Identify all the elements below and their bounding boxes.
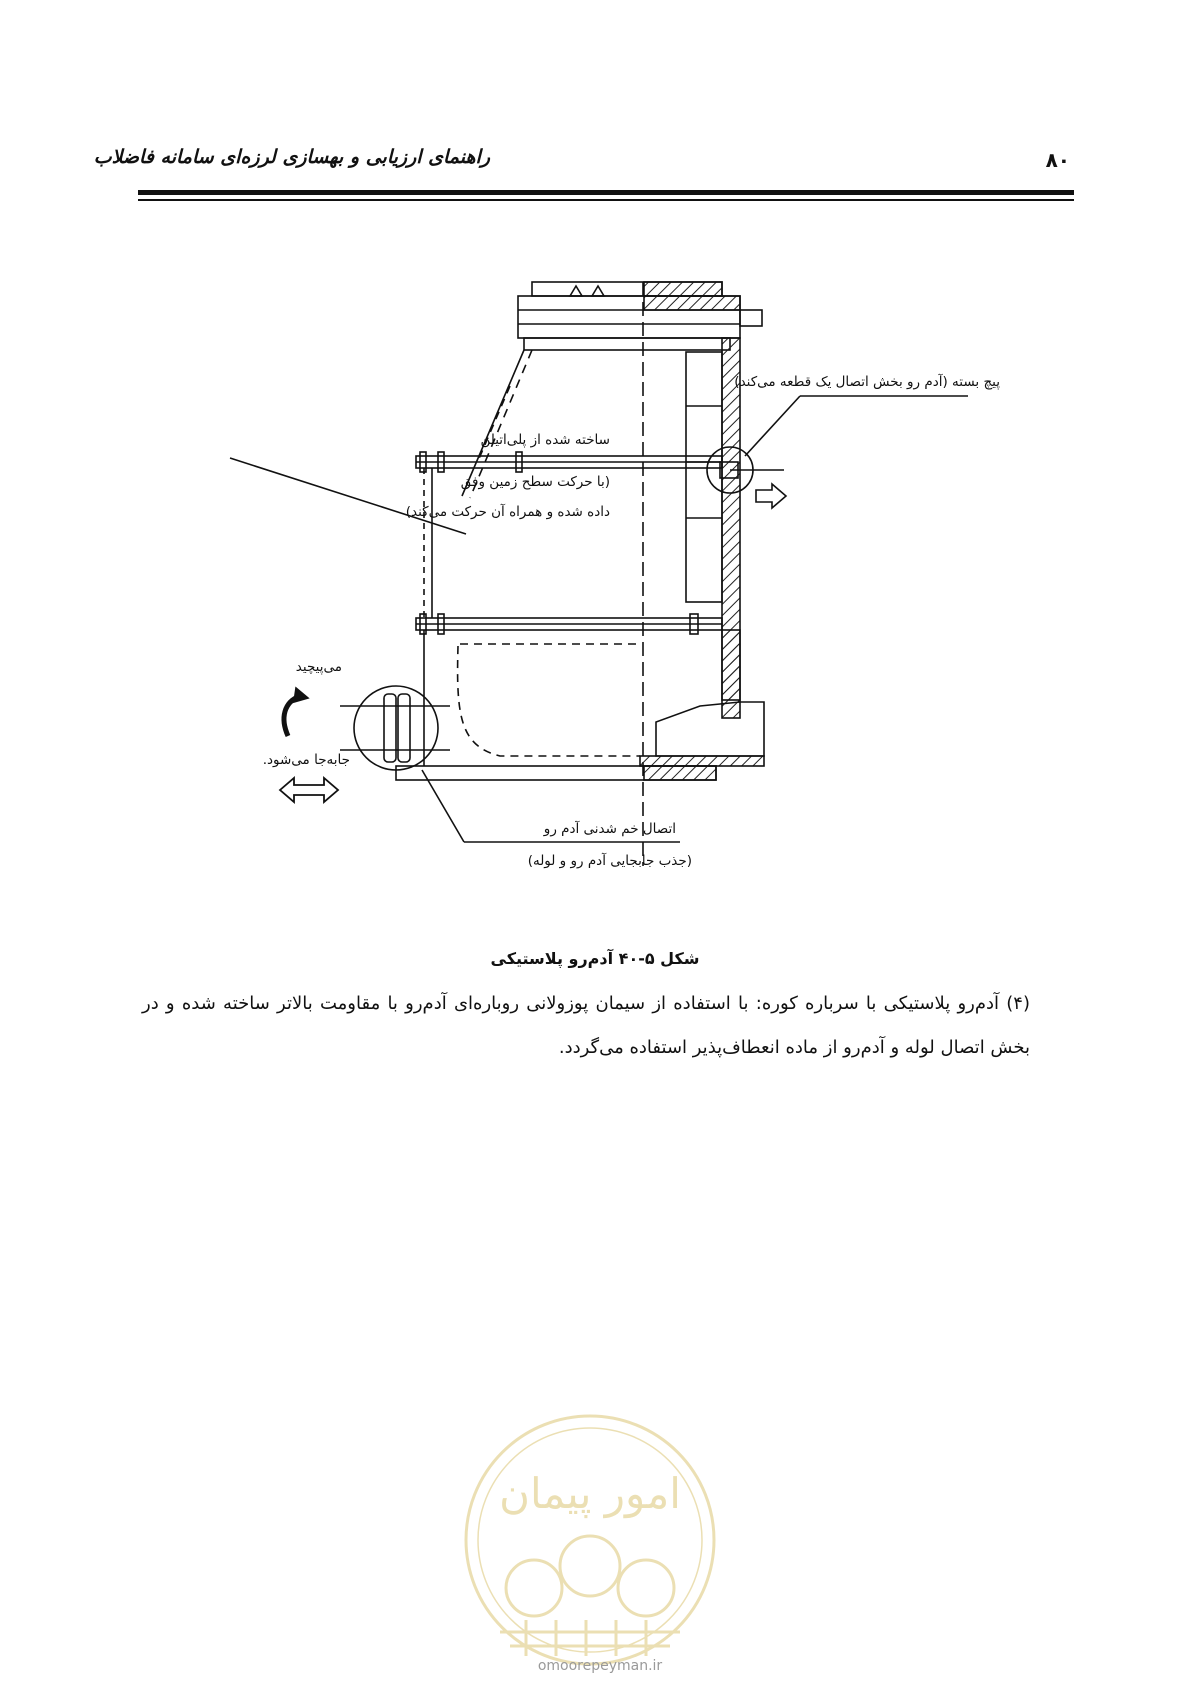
header-rule-thin — [138, 199, 1074, 201]
label-material-cont: (با حرکت سطح زمین وفق — [460, 474, 610, 490]
figure-caption: شکل ۵-۴۰ آدم‌رو پلاستیکی — [490, 949, 700, 968]
manhole-drawing — [200, 266, 1040, 906]
running-header-title: راهنمای ارزیابی و بهسازی لرزه‌ای سامانه فاضلاب — [93, 146, 490, 168]
body-paragraph: (۴) آدم‌رو پلاستیکی با سرباره کوره: با استفاده از سیمان پوزولانی روباره‌ای آدم‌رو با مقاومت بالاتر ساخته شده و در بخش اتصال لوله و آدم‌رو از ماده انعطاف‌پذیر استفاده می‌گردد. — [142, 993, 1030, 1058]
watermark-url: omoorepeyman.ir — [537, 1658, 663, 1674]
label-material-cont-2: داده شده و همراه آن حرکت می‌کند) — [405, 504, 610, 520]
watermark-logo — [460, 1410, 720, 1670]
header-rule-thick — [138, 190, 1074, 195]
manhole-figure — [200, 266, 1040, 906]
label-material: ساخته شده از پلی‌اتیلن — [480, 432, 610, 448]
label-shift: جابه‌جا می‌شود. — [262, 752, 350, 768]
label-twist: می‌پیچید — [295, 659, 342, 675]
label-joint: اتصال خم شدنی آدم رو — [543, 821, 676, 837]
watermark-brand: امور پیمان — [499, 1469, 681, 1518]
label-bolt: پیچ بسته (آدم رو بخش اتصال یک قطعه می‌کند) — [734, 374, 1000, 390]
page-number: ۸۰ — [1045, 148, 1070, 172]
label-joint-cont: (جذب جابجایی آدم رو و لوله) — [527, 853, 692, 869]
